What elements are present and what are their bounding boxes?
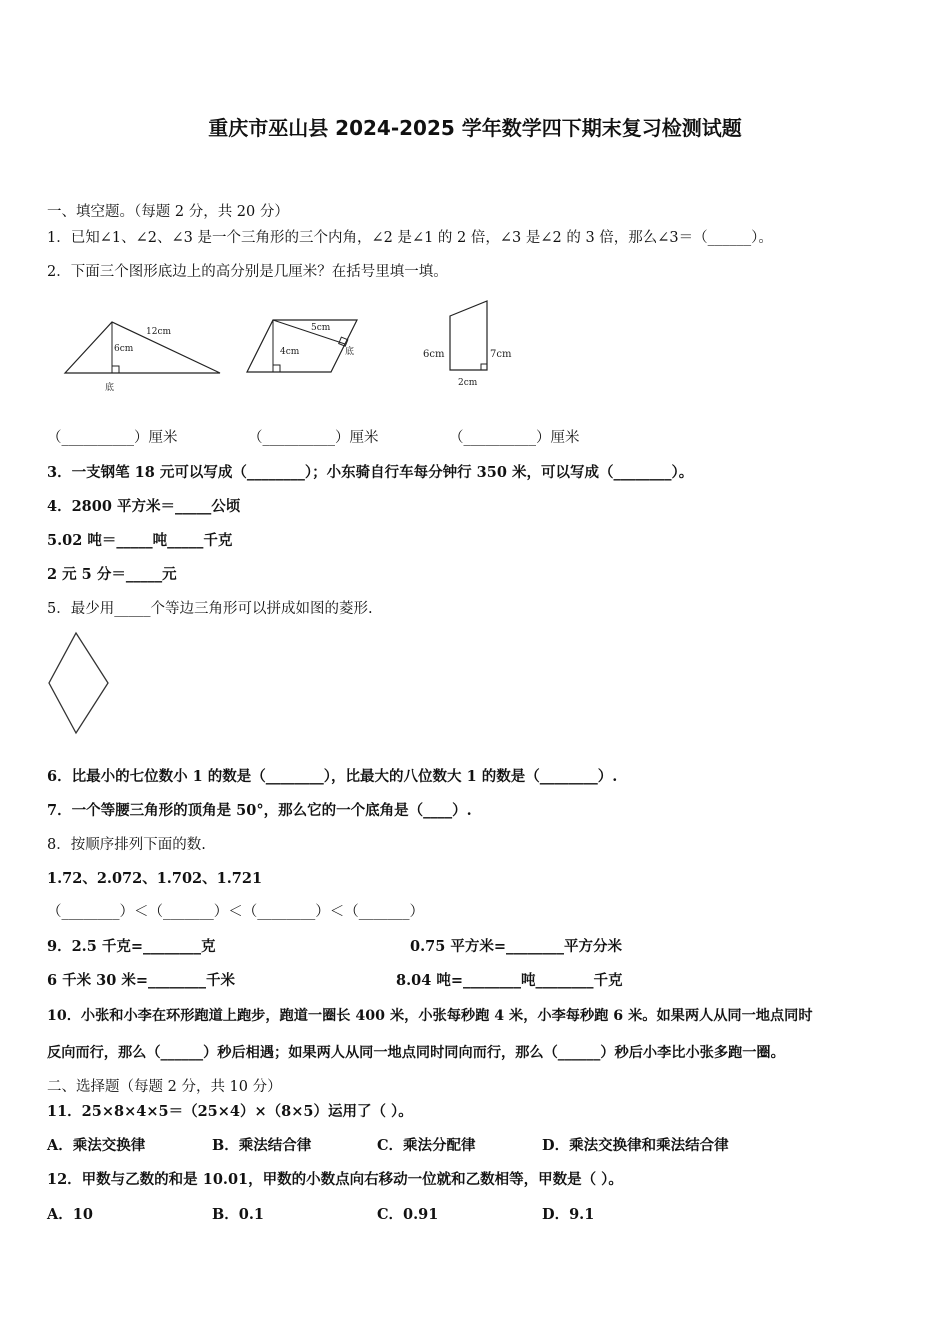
question-5: 5．最少用_____个等边三角形可以拼成如图的菱形.	[47, 601, 373, 617]
question-9a: 9．2.5 千克=________克	[47, 938, 216, 955]
answer-blank-1: （__________）厘米	[47, 430, 178, 446]
trapezoid-bottom-label: 2cm	[458, 378, 478, 388]
triangle-side-label: 12cm	[146, 327, 172, 337]
question-12: 12．甲数与乙数的和是 10.01，甲数的小数点向右移动一位就和乙数相等，甲数是（ ）。	[47, 1171, 623, 1188]
triangle-figure	[60, 318, 230, 398]
question-7: 7．一个等腰三角形的顶角是 50°，那么它的一个底角是（____）.	[47, 802, 472, 819]
question-9b: 0.75 平方米=________平方分米	[410, 938, 623, 955]
q12-option-a: A．10	[47, 1206, 93, 1223]
parallelogram-figure	[245, 318, 375, 388]
q11-option-a: A．乘法交换律	[47, 1137, 146, 1154]
parallelogram-base-label: 底	[345, 347, 355, 357]
question-9d: 8.04 吨=________吨________千克	[396, 972, 623, 989]
triangle-base-label: 底	[105, 383, 115, 393]
answer-blank-2: （__________）厘米	[248, 430, 379, 446]
parallelogram-height-label: 4cm	[280, 347, 300, 357]
answer-blank-3: （__________）厘米	[449, 430, 580, 446]
triangle-height-label: 6cm	[114, 344, 134, 354]
q11-option-d: D．乘法交换律和乘法结合律	[542, 1137, 729, 1154]
question-8: 8．按顺序排列下面的数.	[47, 837, 206, 853]
section-fill-blank-heading: 一、填空题。（每题 2 分，共 20 分）	[47, 204, 289, 220]
question-8-blanks: （________）＜（_______）＜（________）＜（_______）	[47, 904, 424, 920]
question-3: 3．一支钢笔 18 元可以写成（________）；小东骑自行车每分钟行 350 米，可以写成（________）。	[47, 464, 694, 481]
trapezoid-figure	[420, 298, 520, 388]
section-choice-heading: 二、选择题（每题 2 分，共 10 分）	[47, 1079, 282, 1095]
trapezoid-left-label: 6cm	[423, 349, 445, 360]
question-8-numbers: 1.72、2.072、1.702、1.721	[47, 870, 263, 887]
question-9c: 6 千米 30 米=________千米	[47, 972, 236, 989]
question-4c: 2 元 5 分＝_____元	[47, 566, 177, 583]
q11-option-c: C．乘法分配律	[377, 1137, 476, 1154]
q12-option-c: C．0.91	[377, 1206, 439, 1223]
question-10-line-1: 10．小张和小李在环形跑道上跑步，跑道一圈长 400 米，小张每秒跑 4 米，小李每秒跑 6 米。如果两人从同一地点同时	[47, 1008, 813, 1024]
q11-option-b: B．乘法结合律	[212, 1137, 312, 1154]
page-title: 重庆市巫山县 2024-2025 学年数学四下期末复习检测试题	[208, 116, 742, 140]
question-4b: 5.02 吨＝_____吨_____千克	[47, 532, 233, 549]
rhombus-figure	[46, 630, 116, 740]
question-1: 1．已知∠1、∠2、∠3 是一个三角形的三个内角，∠2 是∠1 的 2 倍，∠3 是∠2 的 3 倍，那么∠3＝（______）。	[47, 230, 773, 246]
q12-option-d: D．9.1	[542, 1206, 595, 1223]
parallelogram-side-label: 5cm	[311, 323, 331, 333]
question-4a: 4．2800 平方米＝_____公顷	[47, 498, 241, 515]
question-10-line-2: 反向而行，那么（______）秒后相遇；如果两人从同一地点同时同向而行，那么（______）秒后小李比小张多跑一圈。	[47, 1045, 785, 1061]
question-11: 11．25×8×4×5＝（25×4）×（8×5）运用了（ ）。	[47, 1103, 413, 1120]
trapezoid-right-label: 7cm	[490, 349, 512, 360]
q12-option-b: B．0.1	[212, 1206, 264, 1223]
question-6: 6．比最小的七位数小 1 的数是（________），比最大的八位数大 1 的数是（________）.	[47, 768, 618, 785]
question-2: 2．下面三个图形底边上的高分别是几厘米？在括号里填一填。	[47, 264, 448, 280]
